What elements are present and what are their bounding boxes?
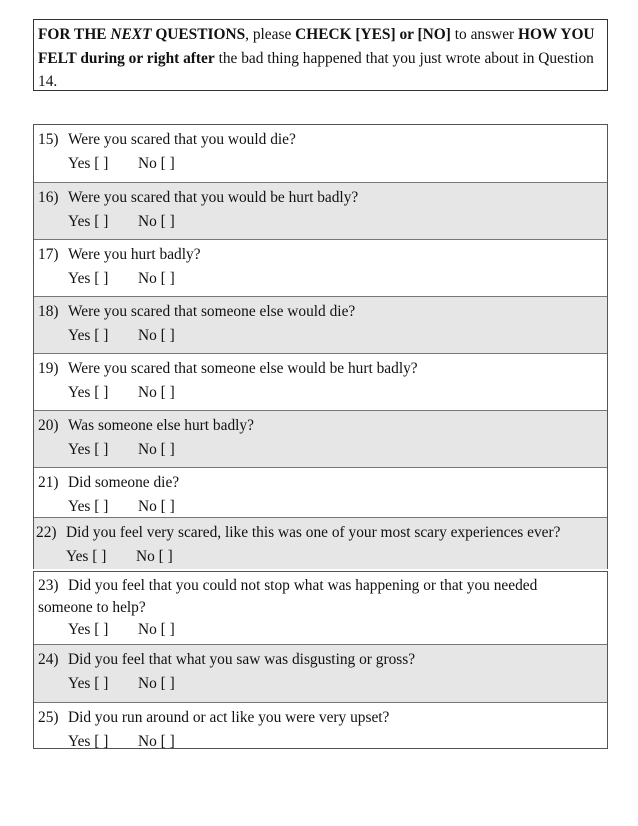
no-checkbox[interactable]: No [ ] <box>138 675 175 692</box>
instr-part-1: FOR THE <box>38 26 111 43</box>
instr-part-2: NEXT <box>110 26 152 43</box>
question-text: Were you scared that someone else would die? <box>68 303 356 320</box>
no-checkbox[interactable]: No [ ] <box>138 213 175 230</box>
question-row-23 <box>34 572 607 645</box>
question-text: Did you feel that what you saw was disgusting or gross? <box>68 651 416 668</box>
no-checkbox[interactable]: No [ ] <box>138 733 175 750</box>
yes-checkbox[interactable]: Yes [ ] <box>68 270 109 287</box>
question-row-25 <box>34 703 607 748</box>
question-text: Did someone die? <box>68 474 180 491</box>
no-checkbox[interactable]: No [ ] <box>138 441 175 458</box>
question-row-17 <box>34 240 607 297</box>
no-checkbox[interactable]: No [ ] <box>138 498 175 515</box>
no-checkbox[interactable]: No [ ] <box>138 384 175 401</box>
instr-part-4: , please <box>245 26 296 43</box>
question-row-16 <box>34 183 607 240</box>
yes-checkbox[interactable]: Yes [ ] <box>68 213 109 230</box>
instr-part-7: HOW YOU FELT during or right after <box>38 26 595 67</box>
question-text: Were you scared that you would be hurt badly? <box>68 189 359 206</box>
question-text: Was someone else hurt badly? <box>68 417 254 434</box>
question-number: 22) <box>36 524 57 541</box>
question-row-20 <box>34 411 607 468</box>
instr-part-3: QUESTIONS <box>151 26 246 43</box>
instr-part-6: to answer <box>450 26 519 43</box>
question-row-15 <box>34 125 607 183</box>
instr-part-5: CHECK [YES] or [NO] <box>295 26 451 43</box>
question-text: Were you hurt badly? <box>68 246 201 263</box>
yes-checkbox[interactable]: Yes [ ] <box>68 675 109 692</box>
question-text: Were you scared that you would die? <box>68 131 296 148</box>
question-number: 16) <box>38 189 59 206</box>
question-number: 15) <box>38 131 59 148</box>
yes-checkbox[interactable]: Yes [ ] <box>68 441 109 458</box>
instr-part-8: the bad thing happened that you just wrote about in Question 14. <box>38 49 594 90</box>
question-text: Were you scared that someone else would be hurt badly? <box>68 360 418 377</box>
no-checkbox[interactable]: No [ ] <box>138 270 175 287</box>
instructions-box <box>33 19 608 91</box>
question-row-24 <box>34 645 607 703</box>
question-row-19 <box>34 354 607 411</box>
question-row-18 <box>34 297 607 354</box>
yes-checkbox[interactable]: Yes [ ] <box>68 327 109 344</box>
no-checkbox[interactable]: No [ ] <box>138 155 175 172</box>
question-number: 17) <box>38 246 59 263</box>
question-text: Did you feel very scared, like this was one of your most scary experiences ever? <box>66 524 561 541</box>
questions-table-2 <box>33 571 608 749</box>
no-checkbox[interactable]: No [ ] <box>136 548 173 565</box>
question-text: Did you run around or act like you were very upset? <box>68 709 390 726</box>
question-number: 21) <box>38 474 59 491</box>
yes-checkbox[interactable]: Yes [ ] <box>68 621 109 638</box>
yes-checkbox[interactable]: Yes [ ] <box>68 384 109 401</box>
question-number: 19) <box>38 360 59 377</box>
question-number: 20) <box>38 417 59 434</box>
question-row-21 <box>34 468 607 518</box>
yes-checkbox[interactable]: Yes [ ] <box>68 155 109 172</box>
no-checkbox[interactable]: No [ ] <box>138 327 175 344</box>
question-row-22 <box>34 518 607 569</box>
question-number: 25) <box>38 709 59 726</box>
no-checkbox[interactable]: No [ ] <box>138 621 175 638</box>
yes-checkbox[interactable]: Yes [ ] <box>68 498 109 515</box>
questions-table-1 <box>33 124 608 569</box>
yes-checkbox[interactable]: Yes [ ] <box>66 548 107 565</box>
question-number: 18) <box>38 303 59 320</box>
question-number: 23) <box>38 577 59 594</box>
question-text: Did you feel that you could not stop what was happening or that you needed someone to help? <box>38 577 538 616</box>
yes-checkbox[interactable]: Yes [ ] <box>68 733 109 750</box>
question-number: 24) <box>38 651 59 668</box>
